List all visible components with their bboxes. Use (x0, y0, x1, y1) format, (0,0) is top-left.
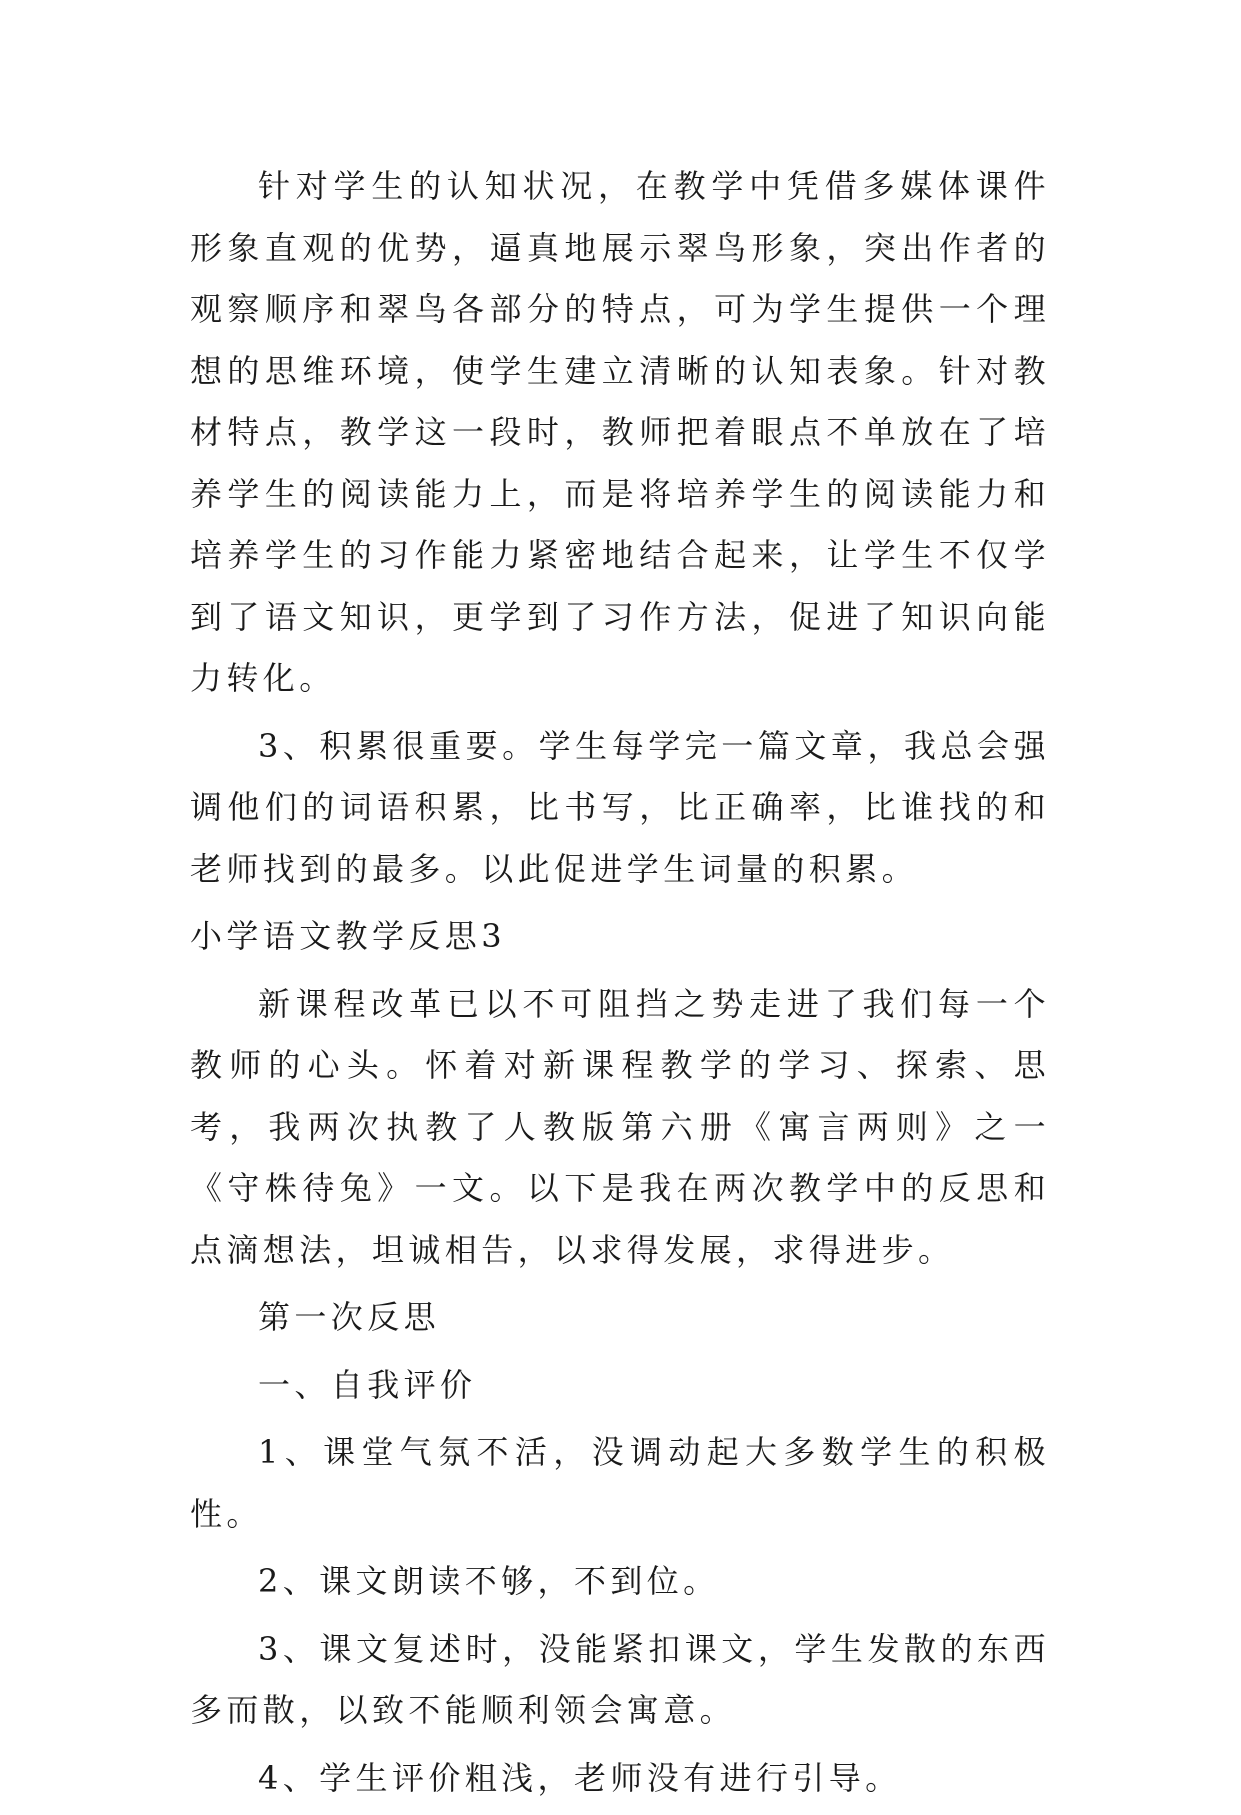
paragraph-accumulation: 3、积累很重要。学生每学完一篇文章，我总会强调他们的词语积累，比书写，比正确率，比谁找的和老师找到的最多。以此促进学生词量的积累。 (190, 726, 1050, 888)
subheading-self-evaluation: 一、自我评价 (258, 1365, 477, 1404)
list-item-1: 1、课堂气氛不活，没调动起大多数学生的积极性。 (190, 1433, 1050, 1533)
list-item-4: 4、学生评价粗浅，老师没有进行引导。 (258, 1758, 902, 1797)
document-body (190, 156, 1050, 1815)
list-item-3: 3、课文复述时，没能紧扣课文，学生发散的东西多而散，以致不能顺利领会寓意。 (190, 1629, 1050, 1729)
paragraph-cognition: 针对学生的认知状况，在教学中凭借多媒体课件形象直观的优势，逼真地展示翠鸟形象，突出作者的观察顺序和翠鸟各部分的特点，可为学生提供一个理想的思维环境，使学生建立清晰的认知表象。针对教材特点，教学这一段时，教师把着眼点不单放在了培养学生的阅读能力上，而是将培养学生的阅读能力和培养学生的习作能力紧密地结合起来，让学生不仅学到了语文知识，更学到了习作方法，促进了知识向能力转化。 (190, 167, 1050, 697)
subheading-first-reflection: 第一次反思 (258, 1298, 441, 1336)
paragraph-curriculum-reform: 新课程改革已以不可阻挡之势走进了我们每一个教师的心头。怀着对新课程教学的学习、探索、思考，我两次执教了人教版第六册《寓言两则》之一《守株待兔》一文。以下是我在两次教学中的反思和点滴想法，坦诚相告，以求得发展，求得进步。 (190, 984, 1050, 1269)
list-item-2: 2、课文朗读不够，不到位。 (258, 1562, 720, 1600)
section-heading: 小学语文教学反思3 (190, 917, 506, 955)
